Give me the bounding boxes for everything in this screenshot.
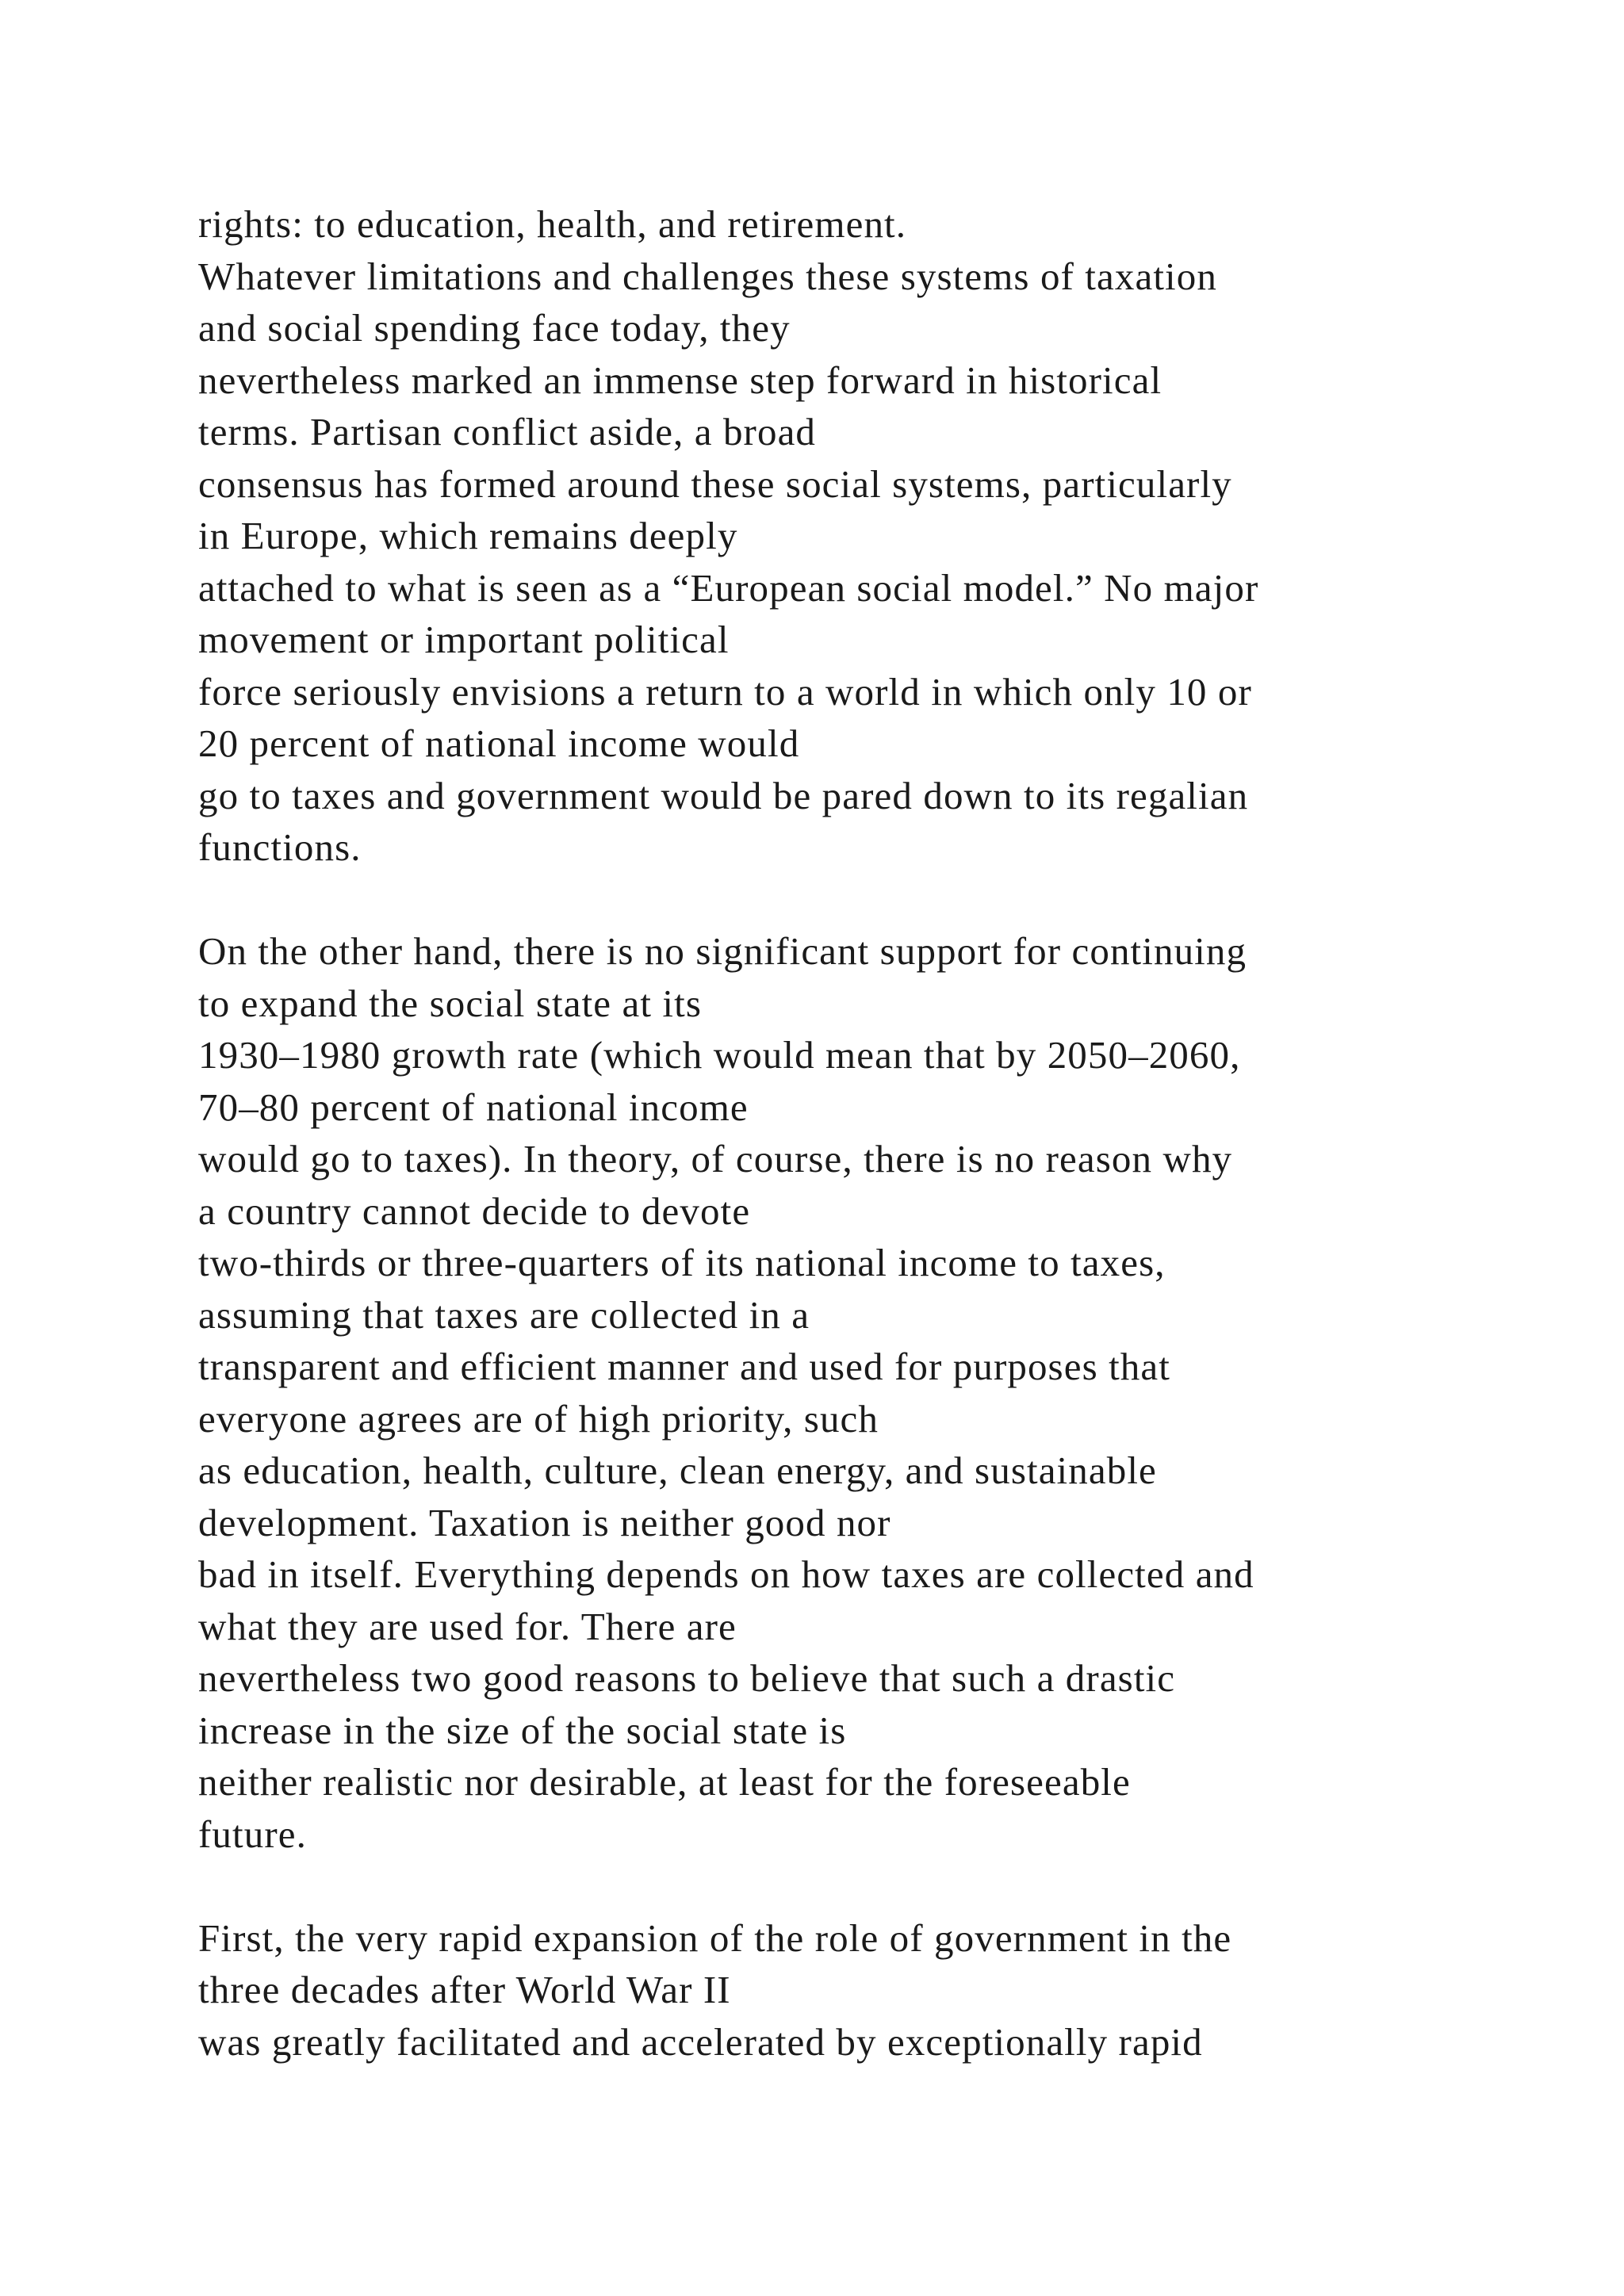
text-line: a country cannot decide to devote (198, 1188, 751, 1233)
text-line: consensus has formed around these social systems, particularly (198, 461, 1232, 506)
text-line: functions. (198, 825, 362, 869)
text-line: increase in the size of the social state is (198, 1708, 847, 1752)
paragraph-break (198, 874, 1515, 926)
text-line: to expand the social state at its (198, 981, 703, 1025)
text-line: 1930–1980 growth rate (which would mean that by 2050–2060, (198, 1033, 1241, 1077)
paragraph-break (198, 1860, 1515, 1912)
text-line: neither realistic nor desirable, at least for the foreseeable (198, 1760, 1131, 1804)
text-line: in Europe, which remains deeply (198, 514, 738, 557)
text-line: and social spending face today, they (198, 306, 791, 350)
text-line: two-thirds or three-quarters of its national income to taxes, (198, 1241, 1166, 1284)
text-line: go to taxes and government would be pared down to its regalian (198, 773, 1249, 817)
text-line: 70–80 percent of national income (198, 1085, 749, 1129)
text-line: as education, health, culture, clean energy, and sustainable (198, 1448, 1157, 1492)
text-line: attached to what is seen as a “European social model.” No major (198, 565, 1259, 610)
text-line: On the other hand, there is no significant support for continuing (198, 929, 1247, 973)
text-line: three decades after World War II (198, 1968, 731, 2011)
text-line: nevertheless marked an immense step forward in historical (198, 358, 1162, 402)
text-line: would go to taxes). In theory, of course, there is no reason why (198, 1137, 1233, 1181)
text-line: movement or important political (198, 618, 730, 661)
text-line: Whatever limitations and challenges these systems of taxation (198, 254, 1217, 298)
text-line: terms. Partisan conflict aside, a broad (198, 410, 817, 453)
text-line: development. Taxation is neither good nor (198, 1500, 891, 1544)
text-line: transparent and efficient manner and used for purposes that (198, 1345, 1170, 1388)
text-line: rights: to education, health, and retirement. (198, 202, 907, 246)
text-line: bad in itself. Everything depends on how taxes are collected and (198, 1552, 1254, 1596)
text-line: what they are used for. There are (198, 1604, 737, 1648)
text-line: force seriously envisions a return to a world in which only 10 or (198, 669, 1252, 714)
text-line: assuming that taxes are collected in a (198, 1292, 810, 1337)
text-line: 20 percent of national income would (198, 721, 800, 765)
text-line: First, the very rapid expansion of the role of government in the (198, 1915, 1232, 1960)
text-line: everyone agrees are of high priority, such (198, 1396, 879, 1441)
text-line: nevertheless two good reasons to believe that such a drastic (198, 1656, 1176, 1700)
body-text (198, 198, 1515, 2068)
text-line: future. (198, 1812, 307, 1856)
text-line: was greatly facilitated and accelerated by exceptionally rapid (198, 2019, 1203, 2064)
